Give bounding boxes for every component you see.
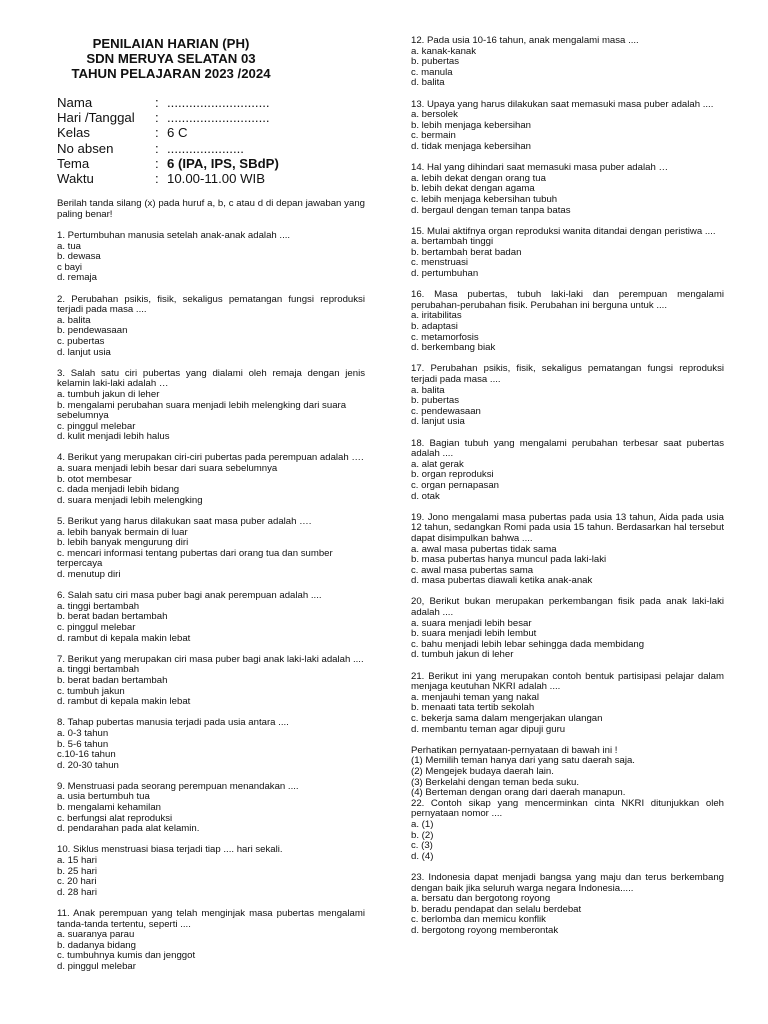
answer-option[interactable]: c. metamorfosis (411, 331, 479, 343)
question-text: 19. Jono mengalami masa pubertas pada usia 13 tahun, Aida pada usia 12 tahun, sedangkan Romi pada usia 15 tahun. Berdasarkan hal tersebut dapat disimpulkan bahwa .... (411, 511, 724, 544)
answer-option[interactable]: c. tumbuh jakun (57, 685, 125, 697)
answer-option[interactable]: b. menaati tata tertib sekolah (411, 702, 535, 714)
answer-option[interactable]: b. 25 hari (57, 865, 98, 877)
answer-option[interactable]: d. suara menjadi lebih melengking (57, 494, 203, 506)
info-row-tanggal: Hari /Tanggal : ............................ (57, 110, 270, 126)
question (411, 364, 724, 428)
answer-option[interactable]: c. berfungsi alat reproduksi (57, 812, 173, 824)
statement-item: (2) Mengejek budaya daerah lain. (411, 765, 554, 777)
question-text: 15. Mulai aktifnya organ reproduksi wanita ditandai dengan peristiwa .... (411, 225, 716, 237)
question-text: 20, Berikut bukan merupakan perkembangan fisik pada anak laki-laki adalah .... (411, 596, 724, 619)
answer-option[interactable]: c. manula (411, 66, 453, 78)
answer-option[interactable]: d. otak (411, 490, 440, 502)
waktu-value: 10.00-11.00 WIB (167, 171, 265, 187)
answer-option[interactable]: c. bahu menjadi lebih lebar sehingga dada membidang (411, 638, 645, 650)
question-text: 21. Berikut ini yang merupakan contoh bentuk partisipasi pelajar dalam menjaga keutuhan NKRI adalah .... (411, 670, 724, 693)
tema-value: 6 (IPA, IPS, SBdP) (167, 155, 279, 171)
nama-field: ............................ (167, 95, 270, 110)
question-text: 2. Perubahan psikis, fisik, sekaligus pematangan fungsi reproduksi terjadi pada masa .... (57, 293, 365, 316)
info-row-kelas: Kelas : 6 C (57, 125, 188, 141)
answer-option[interactable]: c. pinggul melebar (57, 420, 136, 432)
question (57, 782, 365, 835)
answer-option[interactable]: a. suaranya parau (57, 929, 135, 941)
header-year: TAHUN PELAJARAN 2023 /2024 (71, 66, 271, 81)
question-text: 22. Contoh sikap yang mencerminkan cinta NKRI ditunjukkan oleh pernyataan nomor .... (411, 797, 724, 820)
answer-option[interactable]: d. (4) (411, 850, 434, 862)
answer-option[interactable]: c. bekerja sama dalam mengerjakan ulangan (411, 713, 603, 724)
answer-option[interactable]: a. tinggi bertambah (57, 600, 140, 612)
question (57, 591, 365, 644)
answer-option[interactable]: d. rambut di kepala makin lebat (57, 632, 191, 644)
answer-option[interactable]: b. dewasa (57, 251, 101, 263)
answer-option[interactable]: c. pendewasaan (411, 405, 481, 417)
answer-option[interactable]: d. bergotong royong memberontak (411, 924, 559, 936)
answer-option[interactable]: c bayi (57, 261, 83, 273)
question-text: 4. Berikut yang merupakan ciri-ciri pubertas pada perempuan adalah …. (57, 452, 364, 464)
answer-option[interactable]: b. (2) (411, 829, 434, 841)
question-text: 11. Anak perempuan yang telah menginjak masa pubertas mengalami tanda-tanda tertentu, seperti .... (57, 908, 365, 930)
answer-option[interactable]: b. suara menjadi lebih lembut (411, 628, 537, 640)
header-title: PENILAIAN HARIAN (PH) (92, 36, 250, 51)
answer-option[interactable]: c. dada menjadi lebih bidang (57, 484, 180, 496)
question (57, 295, 365, 359)
answer-option[interactable]: a. balita (411, 384, 445, 396)
answer-option[interactable]: c. berlomba dan memicu konflik (411, 914, 546, 926)
statement-item: (4) Berteman dengan orang dari daerah manapun. (411, 787, 626, 799)
answer-option[interactable]: c. mencari informasi tentang pubertas dari orang tua dan sumber terpercaya (57, 547, 333, 570)
left-questions (57, 231, 365, 973)
statement-item: (3) Berkelahi dengan teman beda suku. (411, 776, 579, 788)
answer-option[interactable]: c.10-16 tahun (57, 749, 116, 761)
question-text: 14. Hal yang dihindari saat memasuki masa puber adalah … (411, 162, 669, 174)
question (57, 845, 365, 898)
instruction: Berilah tanda silang (x) pada huruf a, b, c atau d di depan jawaban yang paling benar! (57, 198, 365, 220)
answer-option[interactable]: b. masa pubertas hanya muncul pada laki-laki (411, 554, 607, 566)
answer-option[interactable]: d. berkembang biak (411, 342, 496, 354)
info-row-waktu: Waktu : 10.00-11.00 WIB (57, 171, 265, 187)
question-text: 13. Upaya yang harus dilakukan saat memasuki masa puber adalah .... (411, 98, 714, 110)
answer-option[interactable]: b. berat badan bertambah (57, 611, 168, 623)
question-text: 17. Perubahan psikis, fisik, sekaligus pematangan fungsi reproduksi terjadi pada masa .... (411, 363, 724, 385)
answer-option[interactable]: a. tumbuh jakun di leher (57, 388, 160, 400)
answer-option[interactable]: b. lebih dekat dengan agama (411, 183, 535, 195)
answer-option[interactable]: a. bersatu dan bergotong royong (411, 893, 551, 905)
answer-option[interactable]: b. lebih banyak mengurung diri (57, 537, 189, 549)
question (411, 597, 724, 661)
question-text: 6. Salah satu ciri masa puber bagi anak perempuan adalah .... (57, 590, 322, 602)
answer-option[interactable]: a. bertambah tinggi (411, 236, 494, 248)
question (411, 227, 724, 280)
answer-option[interactable]: d. lanjut usia (411, 416, 465, 428)
question (411, 163, 724, 216)
answer-option[interactable]: d. balita (411, 77, 445, 89)
question-text: 9. Menstruasi pada seorang perempuan menandakan .... (57, 780, 299, 792)
answer-option[interactable]: c. menstruasi (411, 257, 469, 269)
student-info (57, 95, 365, 186)
question (57, 369, 365, 443)
answer-option[interactable]: d. tidak menjaga kebersihan (411, 140, 531, 152)
answer-option[interactable]: b. bertambah berat badan (411, 246, 522, 258)
question (411, 36, 724, 89)
question-text: 10. Siklus menstruasi biasa terjadi tiap .... hari sekali. (57, 844, 283, 856)
right-questions-2 (411, 799, 724, 937)
question (411, 290, 724, 354)
question (411, 672, 724, 736)
statements-intro: Perhatikan pernyataan-pernyataan di bawah ini ! (411, 744, 618, 756)
tanggal-field: ............................ (167, 110, 270, 126)
answer-option[interactable]: a. alat gerak (411, 458, 464, 470)
answer-option[interactable]: b. dadanya bidang (57, 939, 136, 951)
left-column (57, 0, 365, 973)
statement-item: (1) Memilih teman hanya dari yang satu daerah saja. (411, 755, 635, 767)
exam-header (17, 36, 325, 81)
answer-option[interactable]: d. menutup diri (57, 569, 121, 580)
info-row-tema: Tema : 6 (IPA, IPS, SBdP) (57, 155, 279, 171)
question-text: 18. Bagian tubuh yang mengalami perubahan terbesar saat pubertas adalah .... (411, 437, 724, 460)
answer-option[interactable]: c. pubertas (57, 335, 105, 347)
answer-option[interactable]: c. organ pernapasan (411, 479, 500, 491)
question (57, 453, 365, 506)
question (57, 909, 365, 973)
info-row-absen: No absen : ..................... (57, 140, 244, 156)
answer-option[interactable]: d. kulit menjadi lebih halus (57, 431, 170, 443)
answer-option[interactable]: a. 15 hari (57, 855, 98, 867)
answer-option[interactable]: d. tumbuh jakun di leher (411, 649, 514, 661)
question-text: 16. Masa pubertas, tubuh laki-laki dan perempuan mengalami perubahan-perubahan fisik. Perubahan ini berguna untuk .... (411, 289, 724, 311)
answer-option[interactable]: b. pubertas (411, 395, 460, 407)
question (411, 799, 724, 863)
info-row-nama: Nama : ............................ (57, 95, 270, 110)
answer-option[interactable]: a. lebih dekat dengan orang tua (411, 172, 546, 184)
answer-option[interactable]: b. 5-6 tahun (57, 738, 109, 750)
answer-option[interactable]: a. (1) (411, 818, 434, 830)
right-questions (411, 36, 724, 735)
answer-option[interactable]: c. bermain (411, 130, 456, 142)
answer-option[interactable]: a. balita (57, 314, 91, 326)
answer-option[interactable]: c. lebih menjaga kebersihan tubuh (411, 193, 558, 205)
question (411, 513, 724, 587)
answer-option[interactable]: d. pertumbuhan (411, 268, 479, 280)
answer-option[interactable]: c. pinggul melebar (57, 621, 136, 633)
question (411, 439, 724, 503)
answer-option[interactable]: a. bersolek (411, 109, 458, 121)
answer-option[interactable]: a. suara menjadi lebih besar dari suara sebelumnya (57, 463, 278, 475)
question-text: 7. Berikut yang merupakan ciri masa puber bagi anak laki-laki adalah .... (57, 653, 364, 665)
answer-option[interactable]: a. iritabilitas (411, 310, 462, 322)
answer-option[interactable]: d. membantu teman agar dipuji guru (411, 723, 566, 735)
answer-option[interactable]: b. berat badan bertambah (57, 674, 168, 686)
answer-option[interactable]: d. remaja (57, 272, 97, 284)
answer-option[interactable]: b. adaptasi (411, 321, 458, 333)
question (57, 655, 365, 708)
answer-option[interactable]: a. usia bertumbuh tua (57, 791, 150, 803)
absen-field: ..................... (167, 140, 244, 156)
question-text: 23. Indonesia dapat menjadi bangsa yang maju dan terus berkembang dengan baik jika seluruh warga negara Indonesia..... (411, 871, 724, 894)
answer-option[interactable]: b. beradu pendapat dan selalu berdebat (411, 903, 582, 915)
question-text: 3. Salah satu ciri pubertas yang dialami oleh remaja dengan jenis kelamin laki-laki adalah … (57, 367, 365, 390)
answer-option[interactable]: a. tinggi bertambah (57, 664, 140, 676)
answer-option[interactable]: d. rambut di kepala makin lebat (57, 696, 191, 708)
question (411, 873, 724, 937)
question-text: 12. Pada usia 10-16 tahun, anak mengalami masa .... (411, 35, 639, 46)
question-text: 8. Tahap pubertas manusia terjadi pada usia antara .... (57, 717, 289, 729)
kelas-value: 6 C (167, 125, 188, 141)
right-column (411, 0, 724, 936)
answer-option[interactable]: d. lanjut usia (57, 346, 111, 358)
answer-option[interactable]: a. kanak-kanak (411, 45, 477, 57)
question (57, 718, 365, 771)
answer-option[interactable]: a. lebih banyak bermain di luar (57, 526, 188, 538)
answer-option[interactable]: d. pendarahan pada alat kelamin. (57, 823, 200, 835)
answer-option[interactable]: d. 28 hari (57, 886, 98, 898)
question (411, 100, 724, 153)
answer-option[interactable]: b. mengalami perubahan suara menjadi lebih melengking dari suara sebelumnya (57, 399, 347, 422)
answer-option[interactable]: a. awal masa pubertas tidak sama (411, 543, 557, 555)
answer-option[interactable]: a. tua (57, 240, 82, 252)
answer-option[interactable]: c. tumbuhnya kumis dan jenggot (57, 950, 196, 962)
question-text: 1. Pertumbuhan manusia setelah anak-anak adalah .... (57, 230, 291, 241)
answer-option[interactable]: c. awal masa pubertas sama (411, 564, 534, 576)
answer-option[interactable]: a. 0-3 tahun (57, 727, 109, 739)
answer-option[interactable]: d. pinggul melebar (57, 960, 136, 972)
answer-option[interactable]: a. suara menjadi lebih besar (411, 617, 532, 629)
answer-option[interactable]: c. 20 hari (57, 876, 97, 888)
answer-option[interactable]: a. menjauhi teman yang nakal (411, 691, 539, 703)
answer-option[interactable]: c. (3) (411, 840, 433, 852)
answer-option[interactable]: d. 20-30 tahun (57, 759, 119, 771)
question (57, 231, 365, 284)
question-text: 5. Berikut yang harus dilakukan saat masa puber adalah …. (57, 516, 312, 528)
answer-option[interactable]: b. pubertas (411, 56, 460, 68)
answer-option[interactable]: d. masa pubertas diawali ketika anak-anak (411, 575, 593, 587)
answer-option[interactable]: b. mengalami kehamilan (57, 802, 161, 814)
answer-option[interactable]: b. organ reproduksi (411, 469, 494, 481)
statements-block (411, 746, 724, 799)
question (57, 517, 365, 581)
answer-option[interactable]: b. lebih menjaga kebersihan (411, 119, 532, 131)
answer-option[interactable]: d. bergaul dengan teman tanpa batas (411, 204, 571, 216)
answer-option[interactable]: b. pendewasaan (57, 325, 128, 337)
header-school: SDN MERUYA SELATAN 03 (86, 51, 256, 66)
answer-option[interactable]: b. otot membesar (57, 473, 132, 485)
